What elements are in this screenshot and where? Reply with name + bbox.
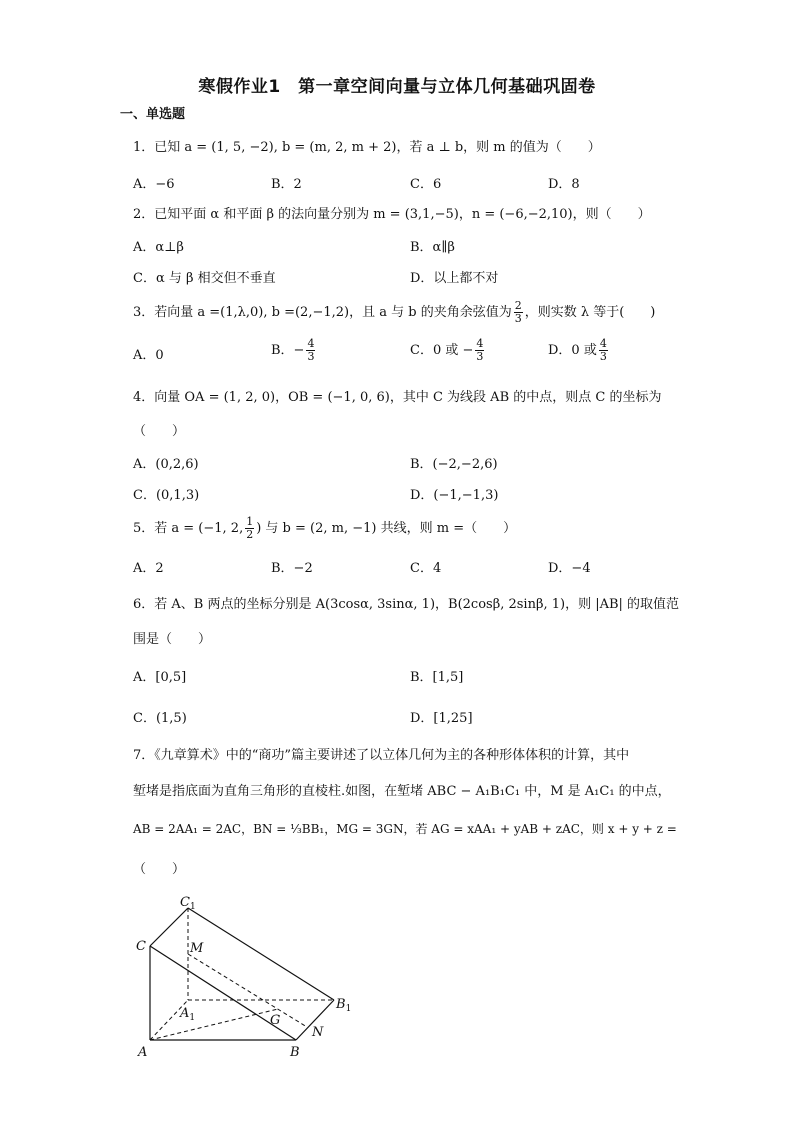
question-1-option-c[interactable]: C．6 — [410, 177, 442, 192]
question-4-option-d[interactable]: D．(−1,−1,3) — [410, 488, 499, 503]
question-4-option-c[interactable]: C．(0,1,3) — [133, 488, 200, 503]
prism-figure — [130, 888, 370, 1063]
question-3-option-a[interactable]: A．0 — [133, 348, 164, 363]
label-g: G — [270, 1013, 281, 1028]
question-5-stem-a: 5．若 a = (−1, 2, — [133, 521, 244, 536]
label-c1: $C_1$ — [180, 895, 196, 912]
question-2-stem: 2．已知平面 α 和平面 β 的法向量分别为 m = (3,1,−5)，n = (−6,−2,10)，则（ ） — [133, 207, 651, 222]
question-4-stem: 4．向量 OA = (1, 2, 0)，OB = (−1, 0, 6)，其中 C 为线段 AB 的中点，则点 C 的坐标为 — [133, 390, 662, 405]
question-6-option-b[interactable]: B．[1,5] — [410, 670, 464, 685]
question-4-option-b[interactable]: B．(−2,−2,6) — [410, 457, 498, 472]
label-c: C — [136, 939, 146, 954]
question-6-option-c[interactable]: C．(1,5) — [133, 711, 187, 726]
question-4-option-a[interactable]: A．(0,2,6) — [133, 457, 199, 472]
question-2-option-a[interactable]: A．α⊥β — [133, 240, 184, 255]
question-5-option-a[interactable]: A．2 — [133, 561, 164, 576]
question-3-option-b[interactable]: B．− $\frac{4}{3}$ — [271, 337, 315, 363]
question-3-stem — [133, 300, 655, 325]
label-m: M — [190, 941, 204, 956]
page-title: 寒假作业1 第一章空间向量与立体几何基础巩固卷 — [198, 77, 596, 97]
question-1-option-a[interactable]: A．−6 — [133, 177, 175, 192]
question-2-option-d[interactable]: D．以上都不对 — [410, 271, 499, 286]
question-1-stem: 1．已知 a = (1, 5, −2), b = (m, 2, m + 2)，若 a ⊥ b，则 m 的值为（ ） — [133, 140, 601, 155]
question-5-option-c[interactable]: C．4 — [410, 561, 442, 576]
question-7-stem-cont: （ ） — [133, 862, 186, 877]
label-a1: $A_1$ — [180, 1006, 196, 1023]
question-5-stem — [133, 516, 516, 541]
question-5-option-b[interactable]: B．−2 — [271, 561, 313, 576]
question-7-stem-line2: 堑堵是指底面为直角三角形的直棱柱.如图，在堑堵 ABC − A₁B₁C₁ 中，M 是 A₁C₁ 的中点， — [133, 784, 671, 799]
question-3-option-d[interactable]: D．0 或 $\frac{4}{3}$ — [548, 337, 607, 363]
question-7-stem-line3: AB = 2AA₁ = 2AC，BN = ⅓BB₁，MG = 3GN，若 AG = xAA₁ + yAB + zAC，则 x + y + z = — [133, 822, 677, 836]
edge-cc1 — [150, 908, 188, 946]
question-3-fraction: $\frac{2}{3}$ — [514, 299, 522, 325]
question-2-option-c[interactable]: C．α 与 β 相交但不垂直 — [133, 271, 276, 286]
question-5-option-d[interactable]: D．−4 — [548, 561, 591, 576]
section-heading: 一、单选题 — [120, 107, 186, 122]
question-1-option-d[interactable]: D．8 — [548, 177, 580, 192]
question-5-stem-b: ) 与 b = (2, m, −1) 共线，则 m =（ ） — [256, 521, 517, 536]
question-1-option-b[interactable]: B．2 — [271, 177, 302, 192]
question-4-stem-cont: （ ） — [133, 424, 186, 439]
question-3-stem-a: 3．若向量 a =(1,λ,0), b =(2,−1,2)，且 a 与 b 的夹角余弦值为 — [133, 305, 512, 320]
label-a: A — [138, 1045, 148, 1060]
segment-ag — [150, 1009, 281, 1040]
question-6-stem-cont: 围是（ ） — [133, 632, 212, 647]
question-7-stem: 7．《九章算术》中的“商功”篇主要讲述了以立体几何为主的各种形体体积的计算，其中 — [133, 748, 630, 763]
question-2-option-b[interactable]: B．α∥β — [410, 240, 455, 255]
label-b1: $B_1$ — [336, 997, 352, 1014]
question-6-stem: 6．若 A、B 两点的坐标分别是 A(3cosα, 3sinα, 1)，B(2cosβ, 2sinβ, 1)，则 |AB| 的取值范 — [133, 597, 680, 612]
question-3-stem-b: ，则实数 λ 等于( ) — [524, 305, 656, 320]
question-6-option-d[interactable]: D．[1,25] — [410, 711, 473, 726]
label-b: B — [290, 1045, 300, 1060]
question-3-option-c[interactable]: C．0 或 − $\frac{4}{3}$ — [410, 337, 484, 363]
question-5-fraction: $\frac{1}{2}$ — [246, 515, 254, 541]
question-6-option-a[interactable]: A．[0,5] — [133, 670, 187, 685]
edge-c1b1 — [188, 908, 334, 1000]
label-n: N — [312, 1025, 324, 1040]
